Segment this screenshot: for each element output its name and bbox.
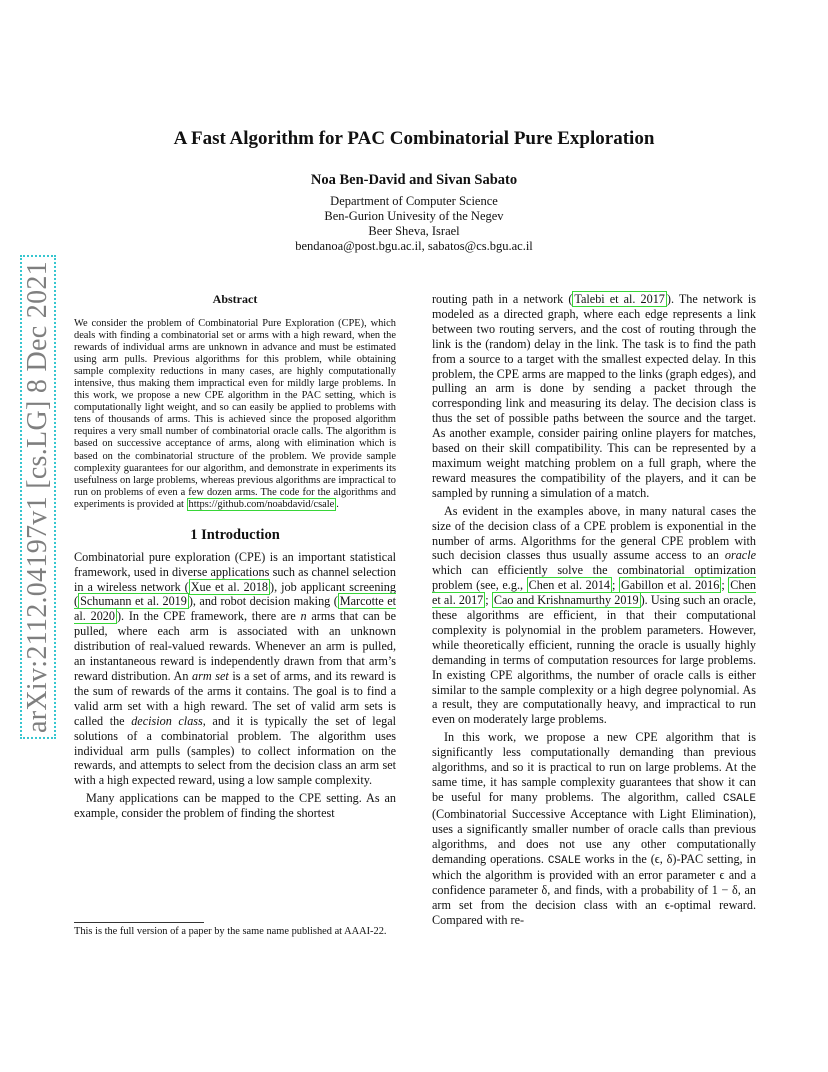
intro-paragraph-4: In this work, we propose a new CPE algorithm that is significantly less computationally demanding than previous algorithms, and so it is practical to run on large problems. At the same time, it has sample complexity guarantees that show it can be useful for many problems. The algorithm, called CSALE (Combinatorial Successive Acceptance with Light Elimination), uses a significantly smaller number of oracle calls than previous algorithms, and does not use any other computationally demanding operations. CSALE works in the (ϵ, δ)-PAC setting, in which the algorithm is provided with an error parameter ϵ and a confidence parameter δ, and finds, with a probability of 1 − δ, an arm set from the decision class with an ϵ-optimal reward. Compared with re- <box>432 730 757 928</box>
intro-paragraph-2: Many applications can be mapped to the CPE setting. As an example, consider the problem of finding the shortest <box>74 791 396 821</box>
affiliation-city: Beer Sheva, Israel <box>368 224 460 238</box>
paper-title: A Fast Algorithm for PAC Combinatorial Pure Exploration <box>173 128 655 149</box>
section-heading-introduction: 1 Introduction <box>190 526 280 543</box>
citation-link[interactable]: Chen et al. 2014 <box>528 578 611 593</box>
affiliation-block <box>0 194 828 254</box>
paper-authors: Noa Ben-David and Sivan Sabato <box>310 172 518 188</box>
footnote: This is the full version of a paper by the same name published at AAAI-22. <box>74 926 387 937</box>
affiliation-univ: Ben-Gurion Univesity of the Negev <box>324 209 504 223</box>
citation-link[interactable]: Marcotte et al. 2020 <box>74 594 396 624</box>
abstract-heading: Abstract <box>212 292 258 306</box>
citation-link[interactable]: Xue et al. 2018 <box>190 579 269 594</box>
intro-paragraph-2-continued: routing path in a network ( Talebi et al. 2017 ). The network is modeled as a directed graph, where each edge represents a link between two routing servers, and the cost of routing through the link is the (random) delay in the link. The task is to find the path from a source to a target with the smallest expected delay. In this problem, the CPE arms are mapped to the links (graph edges), and pulling an arm is done by sending a packet through the corresponding link and measuring its delay. The decision class is thus the set of possible paths between the source and the target. As another example, consider pairing online players for matches, based on their skill compatibility. This can be represented by a maximum weight matching problem on a full graph, where the reward measures the compatibility of the players, and it can be sampled by running a simulation of a match. <box>432 292 757 500</box>
code-link[interactable]: https://github.com/noabdavid/csale <box>188 498 335 510</box>
citation-link[interactable]: Gabillon et al. 2016 <box>620 578 720 593</box>
algorithm-name: CSALE <box>547 854 581 867</box>
citation-link[interactable]: Talebi et al. 2017 <box>574 292 665 306</box>
citation-link[interactable]: Cao and Krishnamurthy 2019 <box>493 593 639 608</box>
left-column <box>74 292 396 821</box>
intro-paragraph-1: Combinatorial pure exploration (CPE) is an important statistical framework, used in diverse applications such as channel selection in a wireless network ( Xue et al. 2018 ), job applicant screening ( Schumann et al. 2019 ), and robot decision making ( Marcotte et al. 2020 ). In the CPE framework, there are n arms that can be pulled, where each arm is associated with an unknown distribution of real-valued rewards. Whenever an arm is pulled, an instantaneous reward is independently drawn from that arm’s reward distribution. An arm set is a set of arms, and its reward is the sum of rewards of the arms it contains. The goal is to find a valid arm set with a high reward. The set of valid arm sets is called the decision class, and it is typically the set of legal solutions of a combinatorial problem. The algorithm uses individual arm pulls (samples) to collect information on the rewards, and attempts to select from the decision class an arm set with a high expected reward, using a low sample complexity. <box>74 549 397 788</box>
arxiv-identifier <box>8 262 68 732</box>
citation-link[interactable]: Schumann et al. 2019 <box>80 594 187 609</box>
abstract-text: We consider the problem of Combinatorial Pure Exploration (CPE), which deals with finding a combinatorial set or arms with a high reward, when the rewards of individual arms are unknown in advance and must be estimated using arm pulls. Previous algorithms for this problem, while obtaining sample complexity reductions in many cases, are highly computationally intensive, thus making them impractical even for mildly large problems. In this work, we propose a new CPE algorithm in the PAC setting, which is computationally light weight, and so can easily be applied to problems with tens of thousands of arms. This is achieved since the proposed algorithm requires a very small number of combinatorial oracle calls. The algorithm is based on successive acceptance of arms, along with elimination which is based on the combinatorial structure of the problem. We provide sample complexity guarantees for our algorithm, and demonstrate in experiments its usefulness on large problems, whereas previous algorithms are impractical to run on problems of even a few dozen arms. The code for the algorithms and experiments is provided at https://github.com/noabdavid/csale . <box>74 318 396 510</box>
arxiv-identifier-text: arXiv:2112.04197v1 [cs.LG] 8 Dec 2021 <box>20 255 56 739</box>
affiliation-dept: Department of Computer Science <box>330 194 498 208</box>
right-column <box>432 292 756 928</box>
affiliation-emails: bendanoa@post.bgu.ac.il, sabatos@cs.bgu.ac.il <box>295 239 533 253</box>
footnote-rule <box>74 922 204 923</box>
intro-paragraph-3: As evident in the examples above, in many natural cases the size of the decision class of a CPE problem is exponential in the number of arms. Algorithms for the general CPE problem with such decision classes thus usually assume access to an oracle which can efficiently solve the combinatorial optimization problem (see, e.g., Chen et al. 2014 ; Gabillon et al. 2016 ; Chen et al. 2017 ; Cao and Krishnamurthy 2019 ). Using such an oracle, these algorithms are efficient, in that their computational complexity is polynomial in the problem parameters. However, while theoretically efficient, running the oracle is usually highly demanding in terms of computation resources for large problems. In existing CPE algorithms, the number of oracle calls is either similar to the sample complexity or a high degree polynomial. As a result, they are computationally heavy, and impractical to run even on moderately large problems. <box>432 503 757 727</box>
citation-link[interactable]: Chen et al. 2017 <box>432 578 757 608</box>
algorithm-name: CSALE <box>722 792 756 805</box>
